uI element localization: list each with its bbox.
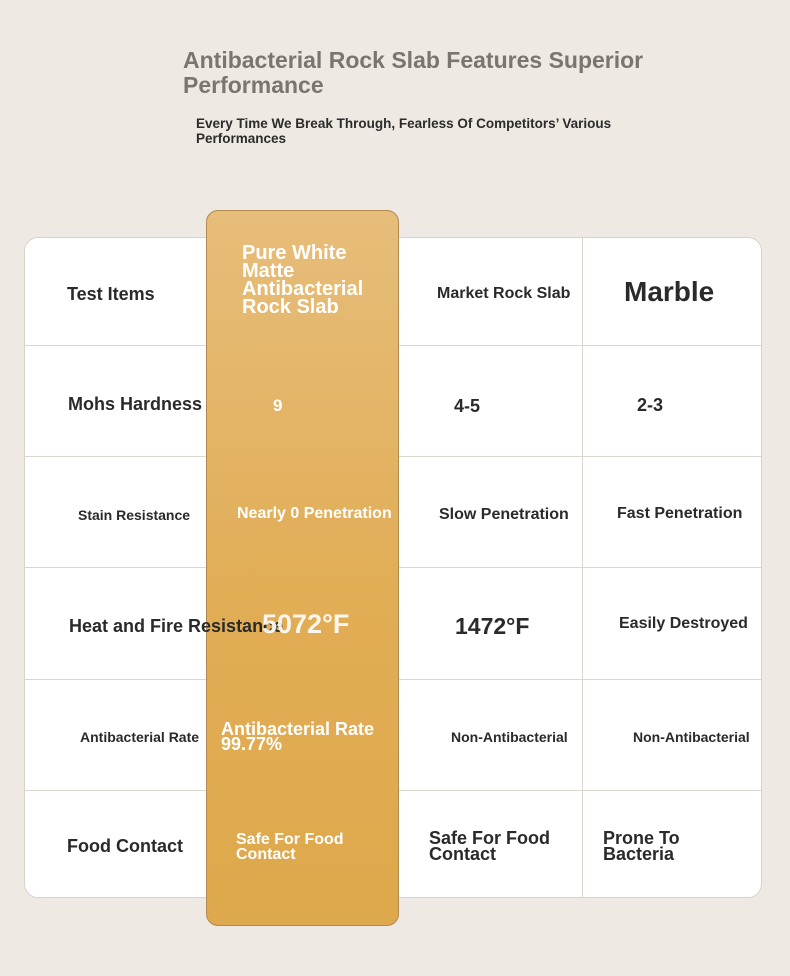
row-mohs-hardness-marble: 2-3 xyxy=(637,395,664,415)
row-heat-resistance-ours: 5072°F xyxy=(262,609,350,639)
header-marble: Marble xyxy=(624,276,715,307)
row-mohs-hardness-ours: 9 xyxy=(273,396,283,415)
row-food-contact-ours: Safe For Food Contact xyxy=(236,831,344,863)
row-stain-resistance-market: Slow Penetration xyxy=(439,506,569,523)
row-food-contact-label: Food Contact xyxy=(67,836,183,856)
column-divider xyxy=(582,238,583,897)
header-our-product: Pure White Matte Antibacterial Rock Slab xyxy=(242,242,364,318)
row-stain-resistance-label: Stain Resistance xyxy=(78,507,191,523)
row-heat-resistance-market: 1472°F xyxy=(455,613,530,639)
row-mohs-hardness-label: Mohs Hardness xyxy=(68,394,203,414)
row-mohs-hardness-market: 4-5 xyxy=(454,396,481,416)
row-stain-resistance-marble: Fast Penetration xyxy=(617,505,743,522)
page-subtitle: Every Time We Break Through, Fearless Of Competitors’ Various Performances xyxy=(196,116,612,146)
row-heat-resistance-label: Heat and Fire Resistance xyxy=(69,616,284,636)
row-antibacterial-ours: Antibacterial Rate 99.77% xyxy=(221,719,375,754)
row-antibacterial-label: Antibacterial Rate xyxy=(80,729,200,745)
row-food-contact-marble: Prone To Bacteria xyxy=(603,828,680,864)
row-heat-resistance-marble: Easily Destroyed xyxy=(619,615,748,632)
header-market-rock-slab: Market Rock Slab xyxy=(437,285,571,302)
row-food-contact-market: Safe For Food Contact xyxy=(429,828,550,864)
header-test-items: Test Items xyxy=(67,284,155,304)
row-antibacterial-marble: Non-Antibacterial xyxy=(633,729,750,745)
row-stain-resistance-ours: Nearly 0 Penetration xyxy=(237,505,392,522)
page-title: Antibacterial Rock Slab Features Superior Performance xyxy=(183,47,644,98)
row-antibacterial-market: Non-Antibacterial xyxy=(451,729,568,745)
